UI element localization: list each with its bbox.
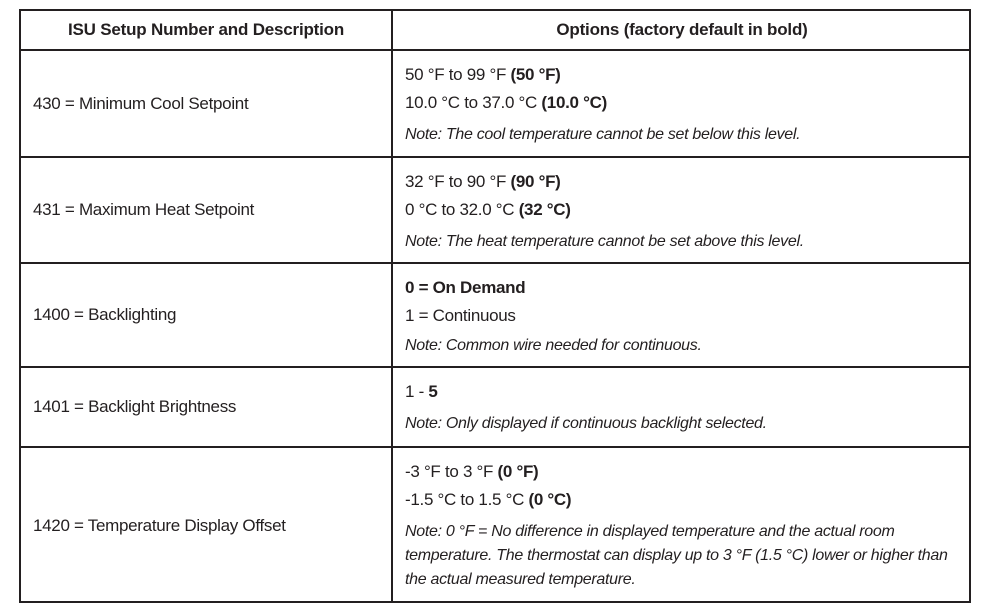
note-text: Note: Only displayed if continuous backlight selected. (405, 415, 767, 432)
row-430-options (393, 51, 971, 158)
note-text: Note: The cool temperature cannot be set below this level. (405, 126, 801, 143)
note-text: Note: The heat temperature cannot be set above this level. (405, 233, 804, 250)
row-1401-options (393, 368, 971, 448)
note-text: Note: Common wire needed for continuous. (405, 337, 702, 354)
header-options (393, 11, 971, 51)
description-text: 1420 = Temperature Display Offset (33, 515, 286, 535)
option-line: 50 °F to 99 °F (50 °F) (405, 65, 561, 84)
row-431-options (393, 158, 971, 264)
option-line: -1.5 °C to 1.5 °C (0 °C) (405, 490, 572, 509)
isu-setup-table (19, 9, 971, 603)
option-line: -3 °F to 3 °F (0 °F) (405, 462, 539, 481)
row-1420-options (393, 448, 971, 603)
description-text: 431 = Maximum Heat Setpoint (33, 200, 255, 219)
row-1420-description (21, 448, 393, 603)
option-line: 10.0 °C to 37.0 °C (10.0 °C) (405, 93, 607, 112)
row-1400-description (21, 264, 393, 368)
description-text: 1400 = Backlighting (33, 305, 177, 324)
header-col1-label: ISU Setup Number and Description (67, 20, 345, 39)
description-text: 430 = Minimum Cool Setpoint (33, 93, 249, 113)
row-431-description (21, 158, 393, 264)
header-col2-label: Options (factory default in bold) (556, 20, 808, 39)
option-line: 1 = Continuous (405, 306, 516, 325)
header-setup-description (21, 11, 393, 51)
row-430-description (21, 51, 393, 158)
option-line: 32 °F to 90 °F (90 °F) (405, 172, 561, 191)
option-line: 0 = On Demand (405, 278, 526, 297)
row-1400-options (393, 264, 971, 368)
option-line: 0 °C to 32.0 °C (32 °C) (405, 200, 571, 219)
description-text: 1401 = Backlight Brightness (33, 397, 237, 416)
row-1401-description (21, 368, 393, 448)
note-text: Note: 0 °F = No difference in displayed temperature and the actual room temperature. The thermostat can display up to 3 °F (1.5 °C) lower or higher than the actual measured temperature. (405, 523, 948, 588)
option-line: 1 - 5 (405, 382, 438, 401)
